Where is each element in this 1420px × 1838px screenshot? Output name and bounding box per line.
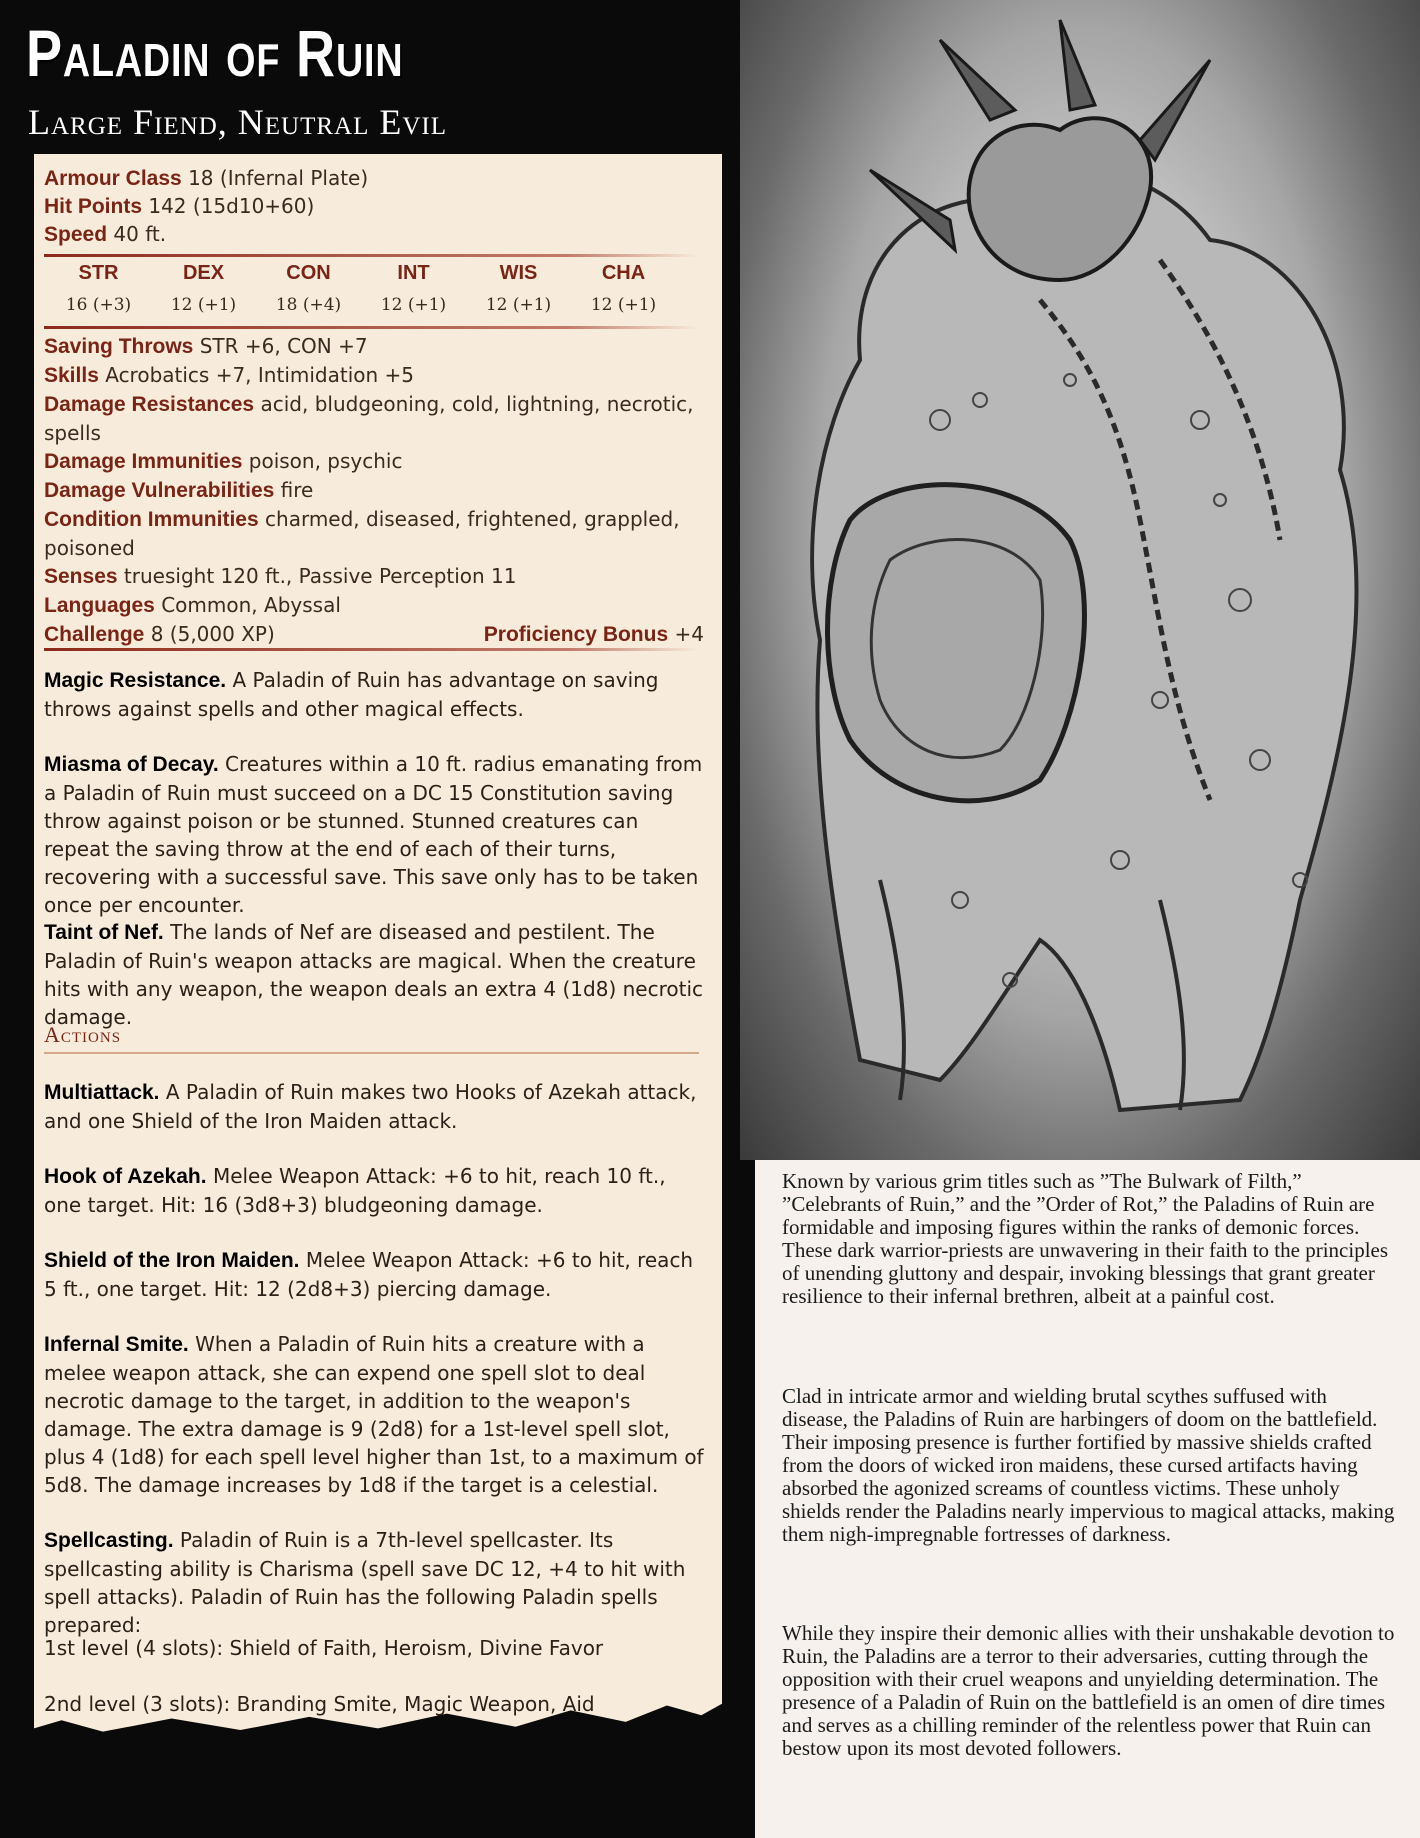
lore-paragraph-2 [782,1385,1397,1546]
saving-throws-line [44,332,704,361]
damage-resistances-value: acid, bludgeoning, cold, lightning, necrotic, spells [44,392,694,445]
ability-name: CON [286,262,331,284]
ability-score: 12 (+1) [170,295,237,315]
saving-throws-value: STR +6, CON +7 [199,334,368,358]
condition-immunities-value: charmed, diseased, frightened, grappled, poisoned [44,507,680,560]
trait-name: Miasma of Decay. [44,753,219,776]
trait-text: Creatures within a 10 ft. radius emanating from a Paladin of Ruin must succeed on a DC 15 Constitution saving throw against poison or be stunned. Stunned creatures can repeat the saving throw at the end of each of their turns, recovering with a successful save. This save only has to be taken once per encounter. [44,752,703,917]
trait-text: A Paladin of Ruin has advantage on saving throws against spells and other magical effects. [44,668,659,721]
condition-immunities-line [44,505,704,562]
damage-resistances-label: Damage Resistances [44,393,255,416]
trait-name: Magic Resistance. [44,669,227,692]
senses-value: truesight 120 ft., Passive Perception 11 [123,564,517,588]
lore-paragraph-1 [782,1170,1397,1308]
trait-taint-of-nef [44,918,708,1031]
hit-points-label: Hit Points [44,195,142,218]
skills-value: Acrobatics +7, Intimidation +5 [105,363,415,387]
actions-heading: Actions [44,1022,122,1047]
challenge-label: Challenge [44,623,145,646]
ability-name: DEX [182,262,225,284]
damage-resistances-line [44,390,704,447]
divider [44,648,699,651]
lore-paragraph-3 [782,1622,1397,1760]
damage-vulnerabilities-line [44,476,704,505]
condition-immunities-label: Condition Immunities [44,508,259,531]
spell-list-1st: 1st level (4 slots): Shield of Faith, Heroism, Divine Favor [44,1636,604,1660]
properties-block [44,332,704,649]
lore-text: While they inspire their demonic allies with their unshakable devotion to Ruin, the Paladins are a terror to their adversaries, cutting through the opposition with their cruel weapons and unyielding determination. The presence of a Paladin of Ruin on the battlefield is an omen of dire times and serves as a chilling reminder of the relentless power that Ruin can bestow upon its most devoted followers. [782,1621,1395,1760]
action-shield-of-the-iron-maiden [44,1246,708,1303]
action-multiattack [44,1078,708,1135]
damage-vulnerabilities-value: fire [280,478,314,502]
page-title: Paladin of Ruin [26,16,404,90]
paladin-sketch [740,0,1420,1160]
languages-line [44,591,704,620]
ability-dex [151,262,256,315]
languages-value: Common, Abyssal [161,593,341,617]
action-name: Shield of the Iron Maiden. [44,1249,300,1272]
spell-list-2nd: 2nd level (3 slots): Branding Smite, Magic Weapon, Aid [44,1692,595,1716]
action-spellcasting [44,1526,708,1639]
action-hook-of-azekah [44,1162,708,1219]
ability-name: INT [397,262,430,284]
speed-label: Speed [44,223,108,246]
action-text: Paladin of Ruin is a 7th-level spellcaster. Its spellcasting ability is Charisma (spell save DC 12, +4 to hit with spell attacks). Paladin of Ruin has the following Paladin spells prepared: [44,1528,686,1637]
proficiency-value: +4 [674,622,704,646]
divider [44,326,699,329]
actions-divider [44,1052,699,1054]
ability-score: 12 (+1) [380,295,447,315]
hit-points-value: 142 (15d10+60) [148,194,315,218]
action-text: A Paladin of Ruin makes two Hooks of Azekah attack, and one Shield of the Iron Maiden attack. [44,1080,697,1133]
ability-name: STR [78,262,119,284]
ability-score: 18 (+4) [275,295,342,315]
challenge-value: 8 (5,000 XP) [150,622,275,646]
damage-immunities-value: poison, psychic [248,449,403,473]
action-name: Spellcasting. [44,1529,174,1552]
ability-cha [571,262,676,315]
ability-str [46,262,151,315]
armour-class-line [44,164,704,193]
damage-vulnerabilities-label: Damage Vulnerabilities [44,479,275,502]
senses-label: Senses [44,565,118,588]
action-name: Infernal Smite. [44,1333,189,1356]
action-text: Melee Weapon Attack: +6 to hit, reach 10 ft., one target. Hit: 16 (3d8+3) bludgeoning damage. [44,1164,666,1217]
ability-name: WIS [499,262,538,284]
divider [44,254,699,257]
skills-label: Skills [44,364,99,387]
damage-immunities-line [44,447,704,476]
ability-name: CHA [601,262,646,284]
action-text: Melee Weapon Attack: +6 to hit, reach 5 ft., one target. Hit: 12 (2d8+3) piercing damage. [44,1248,694,1301]
paladin-illustration [740,0,1420,1160]
creature-type: Large Fiend, Neutral Evil [28,102,448,142]
ability-int [361,262,466,315]
ability-wis [466,262,571,315]
lore-text: Clad in intricate armor and wielding brutal scythes suffused with disease, the Paladins of Ruin are harbingers of doom on the battlefield. Their imposing presence is further fortified by massive shields crafted from the doors of wicked iron maidens, these cursed artifacts having absorbed the agonized screams of countless victims. These unholy shields render the Paladins nearly impervious to magical attacks, making them nigh-impregnable fortresses of darkness. [782,1384,1395,1546]
saving-throws-label: Saving Throws [44,335,194,358]
trait-magic-resistance [44,666,708,723]
hit-points-line [44,192,704,221]
proficiency-bonus [484,620,704,649]
armour-class-label: Armour Class [44,167,182,190]
languages-label: Languages [44,594,155,617]
ability-score: 12 (+1) [485,295,552,315]
lore-text: Known by various grim titles such as ”The Bulwark of Filth,” ”Celebrants of Ruin,” and the ”Order of Rot,” the Paladins of Ruin are formidable and imposing figures within the ranks of demonic forces. These dark warrior-priests are unwavering in their faith to the principles of unending gluttony and despair, invoking blessings that grant greater resilience to their infernal brethren, albeit at a painful cost. [782,1169,1389,1308]
senses-line [44,562,704,591]
challenge-line [44,620,704,649]
speed-line [44,220,704,249]
action-text: When a Paladin of Ruin hits a creature with a melee weapon attack, she can expend one spell slot to deal necrotic damage to the target, in addition to the weapon's damage. The extra damage is 9 (2d8) for a 1st-level spell slot, plus 4 (1d8) for each spell level higher than 1st, to a maximum of 5d8. The damage increases by 1d8 if the target is a celestial. [44,1332,704,1497]
ability-score: 12 (+1) [590,295,657,315]
action-infernal-smite [44,1330,708,1499]
proficiency-label: Proficiency Bonus [483,623,669,646]
action-name: Hook of Azekah. [44,1165,207,1188]
speed-value: 40 ft. [113,222,167,246]
ability-con [256,262,361,315]
trait-name: Taint of Nef. [44,921,164,944]
trait-text: The lands of Nef are diseased and pestilent. The Paladin of Ruin's weapon attacks are magical. When the creature hits with any weapon, the weapon deals an extra 4 (1d8) necrotic damage. [44,920,703,1029]
damage-immunities-label: Damage Immunities [44,450,243,473]
action-name: Multiattack. [44,1081,160,1104]
trait-miasma-of-decay [44,750,708,919]
skills-line [44,361,704,390]
armour-class-value: 18 (Infernal Plate) [188,166,369,190]
ability-score: 16 (+3) [65,295,132,315]
